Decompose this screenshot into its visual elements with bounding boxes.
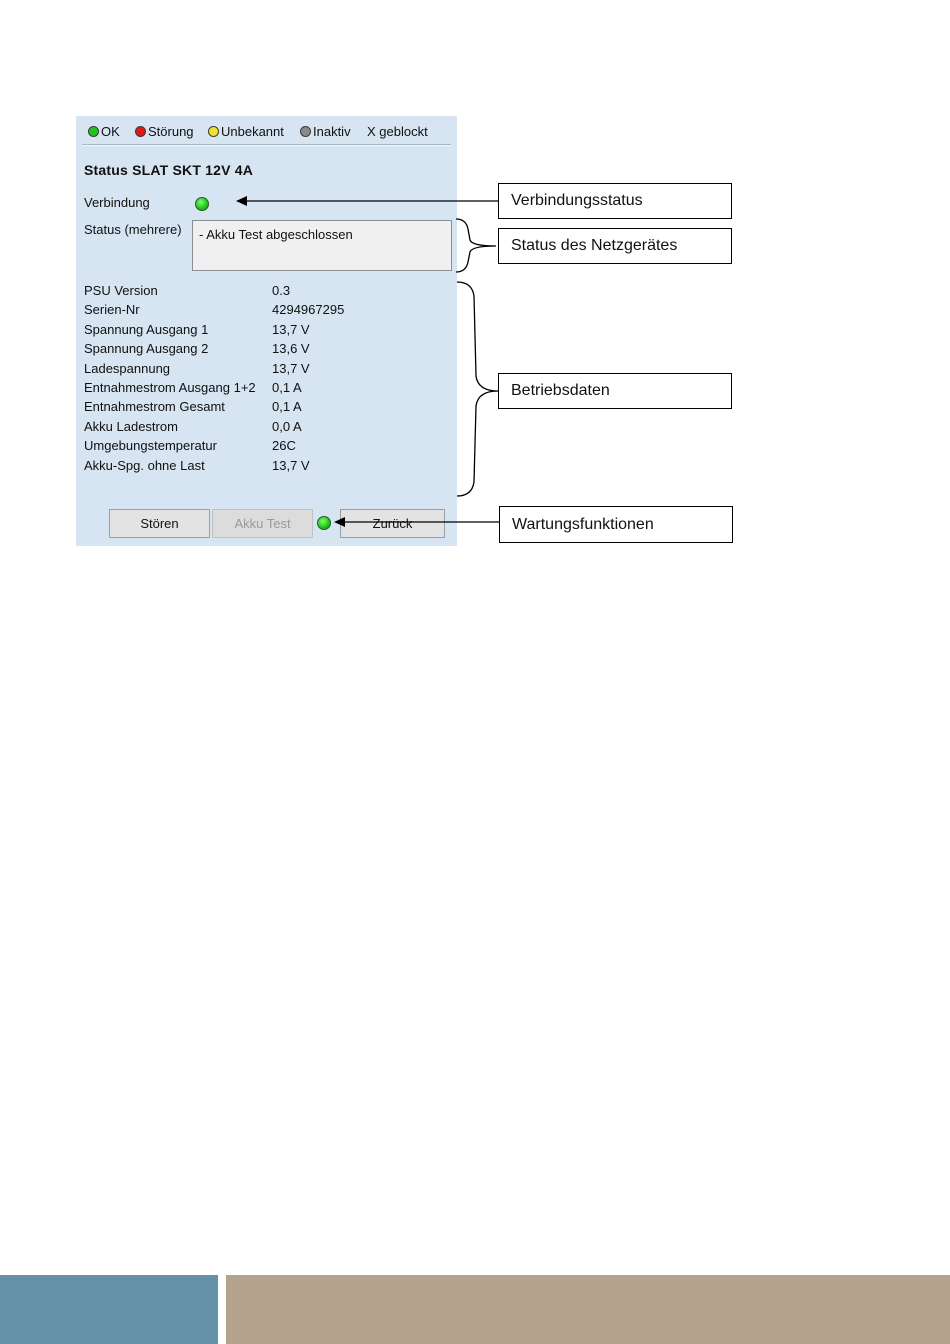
status-label: Status (mehrere) xyxy=(84,222,182,237)
status-list-item: - Akku Test abgeschlossen xyxy=(199,227,353,242)
data-row-value: 13,7 V xyxy=(272,321,310,337)
legend-stoerung xyxy=(135,124,194,139)
data-row-value: 13,7 V xyxy=(272,457,310,473)
status-legend xyxy=(76,116,457,146)
stoeren-button[interactable]: Stören xyxy=(109,509,210,538)
status-list[interactable] xyxy=(192,220,452,271)
data-row-label: Spannung Ausgang 2 xyxy=(84,341,209,357)
data-row-label: Entnahmestrom Gesamt xyxy=(84,399,225,415)
data-row-value: 13,6 V xyxy=(272,341,310,357)
legend-unbekannt-label: Unbekannt xyxy=(221,124,284,139)
green-dot-icon xyxy=(88,126,99,137)
akku-test-button[interactable]: Akku Test xyxy=(212,509,313,538)
data-row-label: Ladespannung xyxy=(84,360,171,376)
connection-status-icon xyxy=(195,197,209,211)
psu-status-panel xyxy=(76,116,457,546)
legend-inaktiv-label: Inaktiv xyxy=(313,124,351,139)
data-row-value: 26C xyxy=(272,438,296,454)
data-row-label: Spannung Ausgang 1 xyxy=(84,321,209,337)
data-row-value: 4294967295 xyxy=(272,302,345,318)
gray-dot-icon xyxy=(300,126,311,137)
yellow-dot-icon xyxy=(208,126,219,137)
legend-ok-label: OK xyxy=(101,124,120,139)
data-row-label: PSU Version xyxy=(84,283,158,298)
device-title: Status SLAT SKT 12V 4A xyxy=(84,162,254,178)
data-row-value: 0.3 xyxy=(272,283,291,298)
legend-geblockt-label: X geblockt xyxy=(367,124,428,139)
callout-wartungsfunktionen: Wartungsfunktionen xyxy=(499,506,733,543)
red-dot-icon xyxy=(135,126,146,137)
footer-bar-right xyxy=(226,1275,950,1344)
connection-label: Verbindung xyxy=(84,195,150,210)
legend-inaktiv xyxy=(300,124,351,139)
data-row-label: Umgebungstemperatur xyxy=(84,438,217,454)
data-row-value: 13,7 V xyxy=(272,360,310,376)
legend-divider xyxy=(82,144,451,146)
data-row-label: Akku-Spg. ohne Last xyxy=(84,457,205,473)
data-row-label: Entnahmestrom Ausgang 1+2 xyxy=(84,380,256,395)
callout-status-netzgeraet: Status des Netzgerätes xyxy=(498,228,732,264)
legend-ok xyxy=(88,124,120,139)
brace-icon xyxy=(457,282,498,496)
data-row-label: Akku Ladestrom xyxy=(84,418,178,434)
data-row-value: 0,1 A xyxy=(272,380,302,395)
data-row-value: 0,1 A xyxy=(272,399,302,415)
brace-icon xyxy=(456,219,496,272)
legend-unbekannt xyxy=(208,124,284,139)
callout-betriebsdaten: Betriebsdaten xyxy=(498,373,732,409)
maintenance-status-icon xyxy=(317,516,331,530)
callout-verbindungsstatus: Verbindungsstatus xyxy=(498,183,732,219)
legend-geblockt xyxy=(367,124,428,139)
data-row-value: 0,0 A xyxy=(272,418,302,434)
footer-bar-left xyxy=(0,1275,218,1344)
legend-stoerung-label: Störung xyxy=(148,124,194,139)
data-row-label: Serien-Nr xyxy=(84,302,140,318)
zurueck-button[interactable]: Zurück xyxy=(340,509,445,538)
